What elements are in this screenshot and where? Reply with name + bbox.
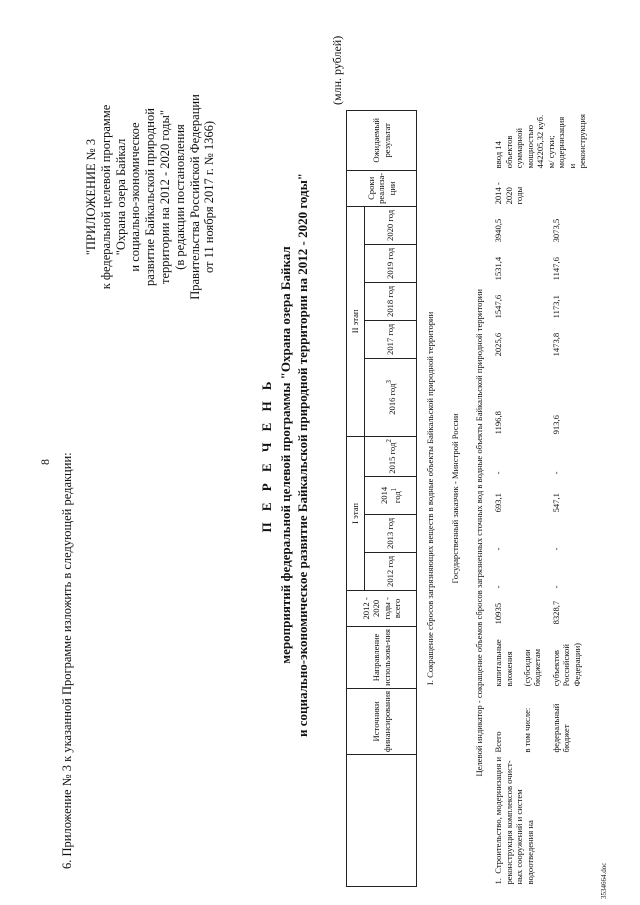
col-header-stage1: I этап bbox=[347, 436, 365, 590]
row-value: 1547,6 bbox=[493, 294, 503, 319]
row-value: 1173,1 bbox=[550, 295, 561, 319]
year-header: 2017 год bbox=[365, 320, 417, 358]
col-header-result: Ожидаемый результат bbox=[347, 110, 417, 170]
row-value: 3073,5 bbox=[550, 218, 561, 243]
col-header-sources: Источники финансирования bbox=[347, 688, 417, 754]
row-total: 10935 bbox=[493, 602, 503, 625]
row-direction: субъектов Российской Федерации) bbox=[550, 642, 582, 687]
appendix-line: Правительства Российской Федерации bbox=[187, 94, 202, 300]
year-header: 2014 год$^1$ bbox=[365, 476, 417, 514]
year-header: 2018 год bbox=[365, 282, 417, 320]
row-source: федеральный бюджет bbox=[550, 703, 572, 753]
row-source: Всего bbox=[493, 731, 503, 753]
col-header-total: 2012 - 2020 годы - всего bbox=[347, 590, 417, 626]
row-value: - bbox=[493, 585, 503, 589]
page-number: 8 bbox=[38, 459, 52, 465]
state-customer: Государственный заказчик - Минстрой России bbox=[449, 413, 460, 584]
section-title: I. Сокращение сбросов загрязняющих веществ в водные объекты Байкальской природной территории bbox=[424, 311, 435, 686]
row-direction: (субсидии бюджетам bbox=[521, 648, 543, 687]
row-value: 2025,6 bbox=[493, 332, 503, 357]
year-header: 2019 год bbox=[365, 244, 417, 282]
row-value: 1196,8 bbox=[493, 411, 503, 435]
target-indicator: Целевой индикатор - сокращение объемов сбросов загрязненных сточных вод в водные объекты Байкальской природной территории bbox=[473, 289, 484, 777]
appendix-line: к федеральной целевой программе bbox=[98, 104, 113, 290]
row-value: 913,6 bbox=[550, 415, 561, 435]
appendix-line: от 11 ноября 2017 г. № 1366) bbox=[202, 120, 217, 274]
appendix-line: "ПРИЛОЖЕНИЕ № 3 bbox=[84, 138, 98, 256]
col-header-terms: Сроки реализа-ции bbox=[347, 170, 417, 206]
col-header-stage2: II этап bbox=[347, 206, 365, 436]
title-line: и социально-экономическое развитие Байкальской природной территории на 2012 - 2020 годы" bbox=[295, 173, 310, 737]
appendix-line: и социально-экономическое bbox=[128, 122, 143, 272]
row-activity: 1. Строительство, модернизация и реконструкция комплексов очист-ных сооружений и систем водоотведения на bbox=[493, 756, 535, 885]
row-source: в том числе: bbox=[521, 707, 532, 753]
table-row bbox=[491, 110, 520, 886]
year-header: 2013 год bbox=[365, 514, 417, 552]
title-line: мероприятий федеральной целевой программы "Охрана озера Байкал bbox=[278, 246, 293, 664]
row-value: 547,1 bbox=[550, 493, 561, 513]
year-header: 2015 год$^2$ bbox=[365, 436, 417, 476]
appendix-line: "Охрана озера Байкал bbox=[113, 138, 128, 256]
appendix-line: территории на 2012 - 2020 годы" bbox=[157, 110, 172, 284]
row-value: 1147,6 bbox=[550, 257, 561, 281]
row-direction: капитальные вложения bbox=[493, 639, 514, 687]
doc-filename: 3534664.doc bbox=[600, 862, 608, 899]
funding-table bbox=[346, 110, 590, 887]
row-value: - bbox=[550, 585, 561, 589]
document-title bbox=[258, 95, 311, 815]
year-header: 2016 год$^3$ bbox=[365, 358, 417, 436]
row-value: - bbox=[550, 547, 561, 551]
row-value: - bbox=[493, 471, 503, 475]
appendix-line: (в редакции постановления bbox=[172, 124, 187, 270]
row-value: 693,1 bbox=[493, 493, 503, 513]
row-value: 1531,4 bbox=[493, 256, 503, 281]
col-header-direction: Направление использова-ния bbox=[347, 626, 417, 688]
year-header: 2020 год bbox=[365, 206, 417, 244]
intro-text: 6. Приложение № 3 к указанной Программе изложить в следующей редакции: bbox=[60, 452, 74, 869]
appendix-header bbox=[84, 32, 217, 362]
row-value: - bbox=[493, 547, 503, 551]
year-header: 2012 год bbox=[365, 552, 417, 590]
row-value: 3940,5 bbox=[493, 218, 503, 243]
row-value: - bbox=[550, 471, 561, 475]
row-result: ввод 14 объектов суммарной мощностью 442205,32 куб. м/ сутки; модернизация и реконструкция bbox=[493, 114, 587, 169]
row-value: 1473,8 bbox=[550, 332, 561, 357]
title-heading: П Е Р Е Ч Е Н Ь bbox=[259, 377, 274, 533]
appendix-line: развитие Байкальской природной bbox=[143, 108, 158, 286]
row-total: 8328,7 bbox=[550, 600, 561, 625]
row-terms: 2014 - 2020 годы bbox=[493, 182, 524, 205]
units-label: (млн. рублей) bbox=[330, 35, 344, 105]
